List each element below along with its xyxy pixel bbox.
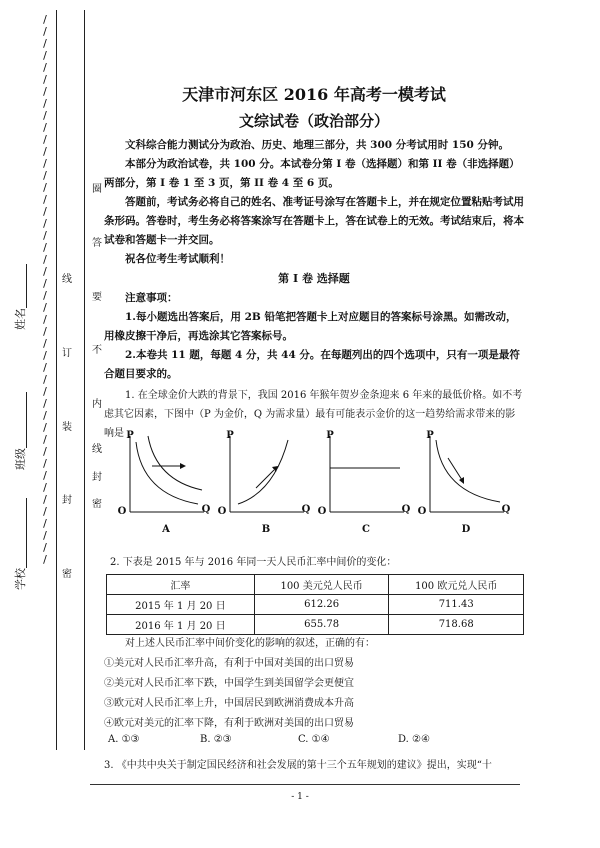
- table-cell: 718.68: [389, 615, 524, 635]
- page-number: - 1 -: [291, 792, 309, 802]
- binding-slash: /: [43, 289, 47, 302]
- table-cell: 711.43: [389, 595, 524, 615]
- binding-slash: /: [43, 229, 47, 242]
- binding-slash: /: [43, 469, 47, 482]
- table-cell: 2015 年 1 月 20 日: [107, 595, 255, 615]
- binding-slash: /: [43, 373, 47, 386]
- binding-word: 装: [62, 421, 72, 433]
- graph-a-axis-o: O: [117, 506, 127, 517]
- intro-p4: 祝各位考生考试顺利！: [125, 253, 230, 265]
- binding-slash: /: [43, 37, 47, 50]
- question-3-stem: 3. 《中共中央关于制定国民经济和社会发展的第十三个五年规划的建议》提出，实现“十: [104, 760, 492, 771]
- graph-c-axis-q: Q: [401, 504, 411, 515]
- binding-slash: /: [43, 13, 47, 26]
- footer-divider: [90, 784, 520, 785]
- question-2-prompt: 对上述人民币汇率中间价变化的影响的叙述，正确的有：: [125, 638, 375, 649]
- q2-item-3: ③欧元对人民币汇率上升，中国居民到欧洲消费成本升高: [104, 698, 354, 709]
- binding-word: 封: [62, 495, 72, 507]
- binding-slash: /: [43, 325, 47, 338]
- binding-word: 要: [92, 291, 102, 303]
- binding-slash: /: [43, 25, 47, 38]
- intro-p1: 文科综合能力测试分为政治、历史、地理三部分，共 300 分考试用时 150 分钟。: [125, 139, 509, 151]
- q2-item-2: ②美元对人民币汇率下跌，中国学生到美国留学会更便宜: [104, 678, 354, 689]
- binding-outer-words: [60, 270, 74, 580]
- binding-slash: /: [43, 337, 47, 350]
- binding-slash: /: [43, 133, 47, 146]
- binding-slash: /: [43, 169, 47, 182]
- graph-a-axis-q: Q: [201, 504, 211, 515]
- binding-slash: /: [43, 445, 47, 458]
- binding-inner-words: [90, 180, 104, 410]
- binding-word: 内: [92, 399, 102, 410]
- binding-slash: /: [43, 397, 47, 410]
- binding-slash: /: [43, 361, 47, 374]
- binding-slash: /: [43, 85, 47, 98]
- binding-slash: /: [43, 541, 47, 554]
- binding-slash: /: [43, 433, 47, 446]
- graph-d-label: D: [461, 524, 471, 535]
- table-header: 汇率: [107, 575, 255, 595]
- binding-slash: /: [43, 553, 47, 566]
- class-field[interactable]: [12, 392, 28, 470]
- binding-slash: /: [43, 49, 47, 62]
- binding-slash: /: [43, 97, 47, 110]
- binding-slash: /: [43, 517, 47, 530]
- binding-slash: /: [43, 121, 47, 134]
- table-header: 100 欧元兑人民币: [389, 575, 524, 595]
- binding-word: 线: [92, 444, 102, 455]
- graph-b-axis-o: O: [217, 506, 227, 517]
- graph-b-axis-p: P: [226, 430, 234, 441]
- graph-c: [318, 432, 410, 542]
- section-title: 第 I 卷 选择题: [278, 272, 350, 285]
- question-2-stem: 2. 下表是 2015 年与 2016 年同一天人民币汇率中间价的变化：: [110, 557, 397, 568]
- q2-item-1: ①美元对人民币汇率升高，有利于中国对美国的出口贸易: [104, 658, 354, 669]
- graph-b-axis-q: Q: [301, 504, 311, 515]
- table-header-row: [107, 575, 524, 595]
- graph-c-axis-p: P: [326, 430, 334, 441]
- binding-slash: /: [43, 493, 47, 506]
- binding-slash: /: [43, 301, 47, 314]
- intro-p2: 本部分为政治试卷，共 100 分。本试卷分第 I 卷（选择题）和第 II 卷（非选择题）两部分，第 I 卷 1 至 3 页，第 II 卷 4 至 6 页。: [104, 158, 520, 189]
- exam-subtitle: 文综试卷（政治部分）: [238, 112, 389, 130]
- binding-slash: /: [43, 349, 47, 362]
- table-cell: 2016 年 1 月 20 日: [107, 615, 255, 635]
- binding-word: 订: [62, 347, 72, 359]
- binding-slash: /: [43, 253, 47, 266]
- binding-slash: /: [43, 457, 47, 470]
- option-a[interactable]: A. ①③: [108, 734, 140, 745]
- graph-b-label: B: [261, 524, 271, 535]
- binding-slash: /: [43, 217, 47, 230]
- binding-inner-words-lower: [90, 440, 104, 510]
- binding-slash: /: [43, 181, 47, 194]
- table-cell: 655.78: [254, 615, 389, 635]
- graph-d: [418, 432, 510, 542]
- binding-slash: /: [43, 529, 47, 542]
- table-cell: 612.26: [254, 595, 389, 615]
- binding-slash: /: [43, 145, 47, 158]
- exam-title: 天津市河东区 2016 年高考一模考试: [182, 85, 446, 104]
- binding-word: 答: [92, 237, 102, 249]
- school-label: 学校: [14, 568, 27, 590]
- graph-a-axis-p: P: [126, 430, 134, 441]
- q1-graphs: [118, 432, 518, 542]
- binding-word: 不: [92, 345, 102, 357]
- binding-slash: /: [43, 109, 47, 122]
- class-label: 班级: [14, 448, 27, 470]
- option-b[interactable]: B. ②③: [200, 734, 232, 745]
- binding-word: 封: [92, 471, 102, 483]
- binding-slash: /: [43, 73, 47, 86]
- notice-label: 注意事项：: [125, 292, 178, 304]
- binding-slash: /: [43, 313, 47, 326]
- binding-word: 密: [92, 499, 102, 510]
- binding-slash: /: [43, 193, 47, 206]
- binding-line-outer: [56, 10, 57, 750]
- graph-c-axis-o: O: [317, 506, 327, 517]
- binding-word: 圈: [92, 184, 102, 195]
- binding-slash: /: [43, 385, 47, 398]
- name-field[interactable]: [12, 264, 28, 330]
- binding-slash: /: [43, 157, 47, 170]
- binding-slash-column: [36, 14, 54, 734]
- binding-slash: /: [43, 277, 47, 290]
- binding-slash: /: [43, 265, 47, 278]
- exchange-rate-table: [106, 574, 524, 635]
- notice-1: 1.每小题选出答案后，用 2B 铅笔把答题卡上对应题目的答案标号涂黑。如需改动，用橡皮擦干净后，再选涂其它答案标号。: [104, 311, 517, 342]
- table-header: 100 美元兑人民币: [254, 575, 389, 595]
- school-field[interactable]: [12, 498, 28, 590]
- graph-d-axis-p: P: [426, 430, 434, 441]
- option-d[interactable]: D. ②④: [398, 734, 430, 745]
- q2-item-4: ④欧元对美元的汇率下降，有利于欧洲对美国的出口贸易: [104, 718, 354, 729]
- binding-slash: /: [43, 409, 47, 422]
- graph-b: [218, 432, 310, 542]
- option-c[interactable]: C. ①④: [298, 734, 330, 745]
- notice-2: 2.本卷共 11 题，每题 4 分，共 44 分。在每题列出的四个选项中，只有一项是最符合题目要求的。: [104, 349, 520, 380]
- intro-p3: 答题前，考试务必将自己的姓名、准考证号涂写在答题卡上，并在规定位置粘贴考试用条形码。答卷时，考生务必将答案涂写在答题卡上，答在试卷上的无效。考试结束后，将本试卷和答题卡一并交回。: [104, 196, 524, 246]
- question-1-stem: 1. 在全球金价大跌的背景下，我国 2016 年猴年贺岁金条迎来 6 年来的最低价格。如不考虑其它因素，下图中（P 为金价，Q 为需求量）最有可能表示金价的这一趋势给需求带来的影响是: [104, 390, 523, 439]
- table-row: [107, 595, 524, 615]
- graph-d-axis-q: Q: [501, 504, 511, 515]
- table-row: [107, 615, 524, 635]
- name-label: 姓名: [14, 308, 27, 330]
- binding-slash: /: [43, 481, 47, 494]
- graph-a-label: A: [162, 524, 170, 535]
- binding-slash: /: [43, 61, 47, 74]
- binding-word: 密: [62, 569, 72, 580]
- binding-slash: /: [43, 205, 47, 218]
- binding-line-inner: [84, 10, 85, 750]
- binding-word: 线: [62, 274, 72, 285]
- binding-slash: /: [43, 505, 47, 518]
- graph-c-label: C: [362, 524, 370, 535]
- binding-slash: /: [43, 241, 47, 254]
- graph-d-axis-o: O: [417, 506, 427, 517]
- graph-a: [118, 432, 210, 542]
- binding-slash: /: [43, 421, 47, 434]
